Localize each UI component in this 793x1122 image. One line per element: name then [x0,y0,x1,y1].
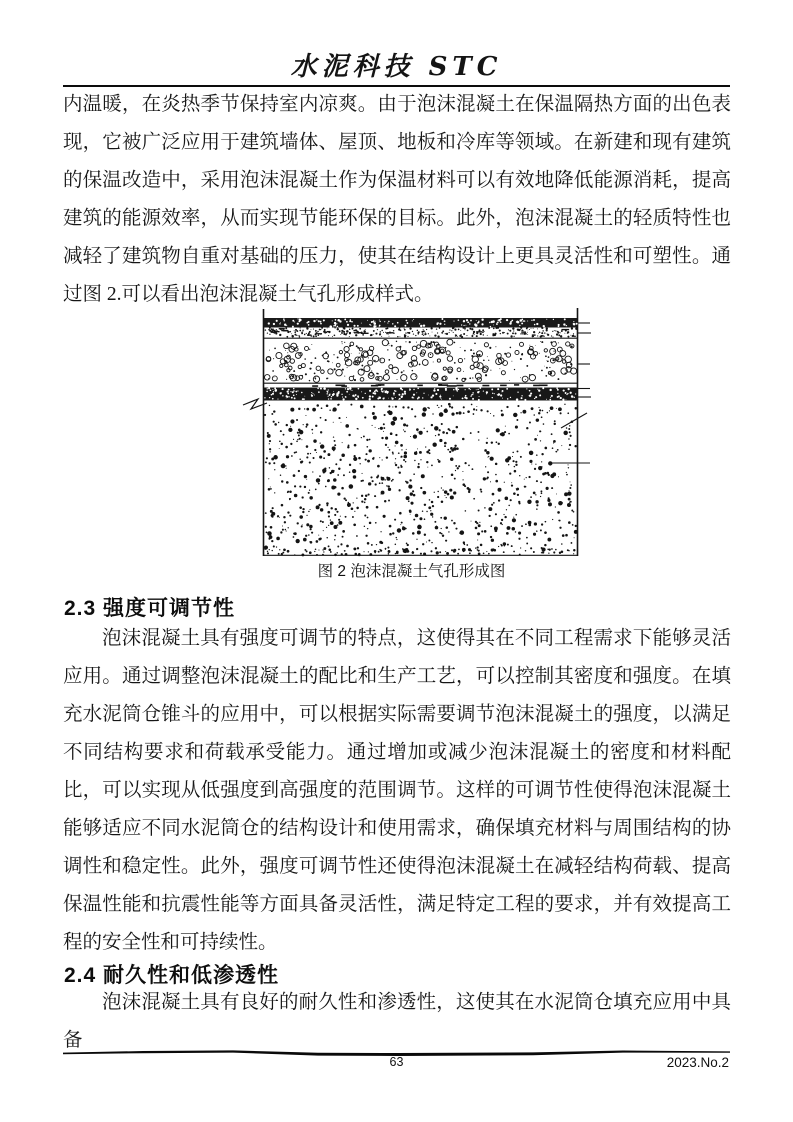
paragraph-intro: 内温暖，在炎热季节保持室内凉爽。由于泡沫混凝土在保温隔热方面的出色表现，它被广泛应用于建筑墙体、屋顶、地板和冷库等领域。在新建和现有建筑的保温改造中，采用泡沫混凝土作为保温材料可以有效地降低能源消耗，提高建筑的能源效率，从而实现节能环保的目标。此外，泡沫混凝土的轻质特性也减轻了建筑物自重对基础的压力，使其在结构设计上更具灵活性和可塑性。通过图 2.可以看出泡沫混凝土气孔形成样式。 [63,94,731,305]
foam-concrete-figure [240,304,600,560]
section-heading-2-3: 2.3 强度可调节性 [64,597,236,620]
section-heading-2-4: 2.4 耐久性和低渗透性 [64,964,280,987]
issue-label: 2023.No.2 [666,1055,729,1070]
page-number: 63 [389,1055,404,1069]
figure-caption: 图 2 泡沫混凝土气孔形成图 [317,563,506,580]
paragraph-section-2-3: 泡沫混凝土具有强度可调节的特点，这使得其在不同工程需求下能够灵活应用。通过调整泡沫混凝土的配比和生产工艺，可以控制其密度和强度。在填充水泥筒仓锥斗的应用中，可以根据实际需要调节泡沫混凝土的强度，以满足不同结构要求和荷载承受能力。通过增加或减少泡沫混凝土的密度和材料配比，可以实现从低强度到高强度的范围调节。这样的可调节性使得泡沫混凝土能够适应不同水泥筒仓的结构设计和使用需求，确保填充材料与周围结构的协调性和稳定性。此外，强度可调节性还使得泡沫混凝土在减轻结构荷载、提高保温性能和抗震性能等方面具备灵活性，满足特定工程的要求，并有效提高工程的安全性和可持续性。 [63,628,731,953]
journal-title: 水泥科技 STC [290,52,503,82]
paragraph-section-2-4: 泡沫混凝土具有良好的耐久性和渗透性，这使其在水泥筒仓填充应用中具备 [63,992,731,1051]
